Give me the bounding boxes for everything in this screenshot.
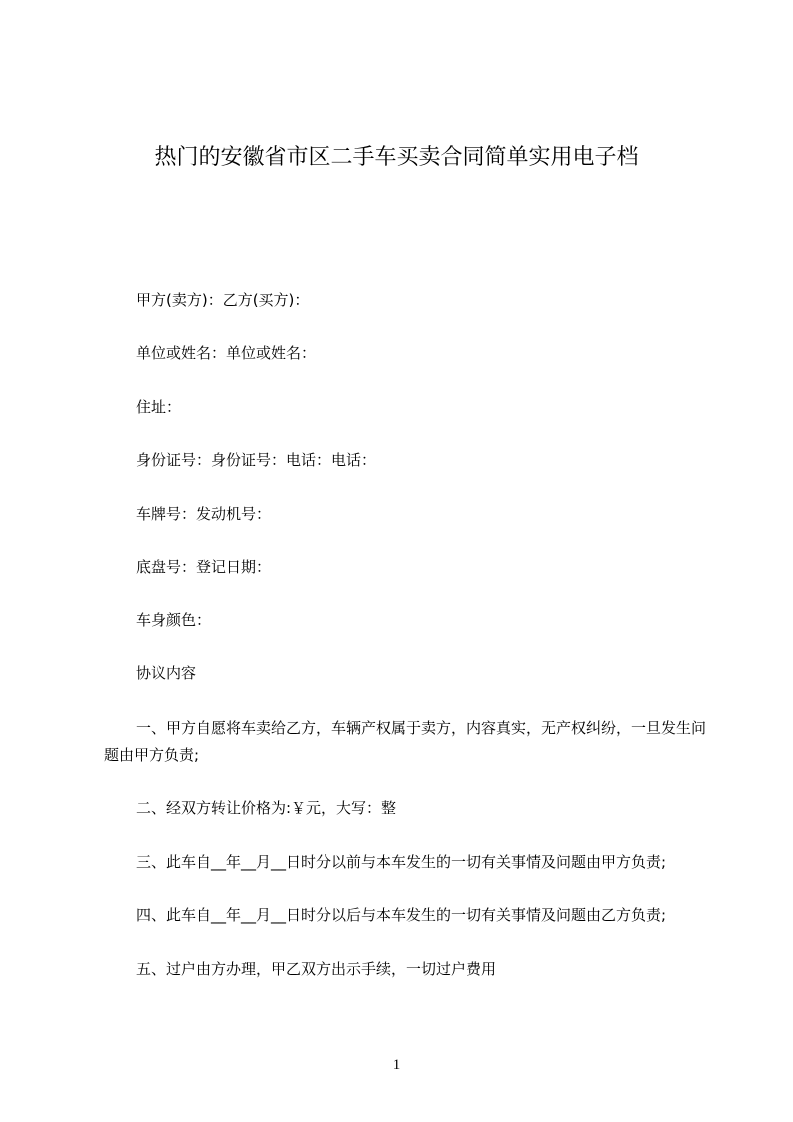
clause-four: 四、此车自__年__月__日时分以后与本车发生的一切有关事情及问题由乙方负责; [136, 906, 667, 924]
page-number: 1 [392, 1057, 401, 1073]
unit-or-name-line: 单位或姓名：单位或姓名： [136, 344, 317, 362]
clause-two: 二、经双方转让价格为:￥元，大写：整 [136, 799, 397, 817]
id-and-phone-line: 身份证号：身份证号：电话：电话： [136, 451, 377, 469]
document-title: 热门的安徽省市区二手车买卖合同简单实用电子档 [154, 145, 639, 170]
address-line: 住址： [136, 398, 182, 416]
plate-and-engine-line: 车牌号：发动机号： [136, 505, 272, 523]
clause-five: 五、过户由方办理，甲乙双方出示手续，一切过户费用 [136, 960, 497, 978]
clause-one: 一、甲方自愿将车卖给乙方，车辆产权属于卖方，内容真实，无产权纠纷，一旦发生问题由甲方负责; [104, 719, 707, 764]
body-color-line: 车身颜色： [136, 611, 212, 629]
party-heading-line: 甲方(卖方)：乙方(买方)： [136, 291, 310, 309]
clause-three: 三、此车自__年__月__日时分以前与本车发生的一切有关事情及问题由甲方负责; [136, 853, 667, 871]
agreement-content-heading: 协议内容 [136, 664, 197, 682]
chassis-and-registration-line: 底盘号：登记日期： [136, 558, 272, 576]
